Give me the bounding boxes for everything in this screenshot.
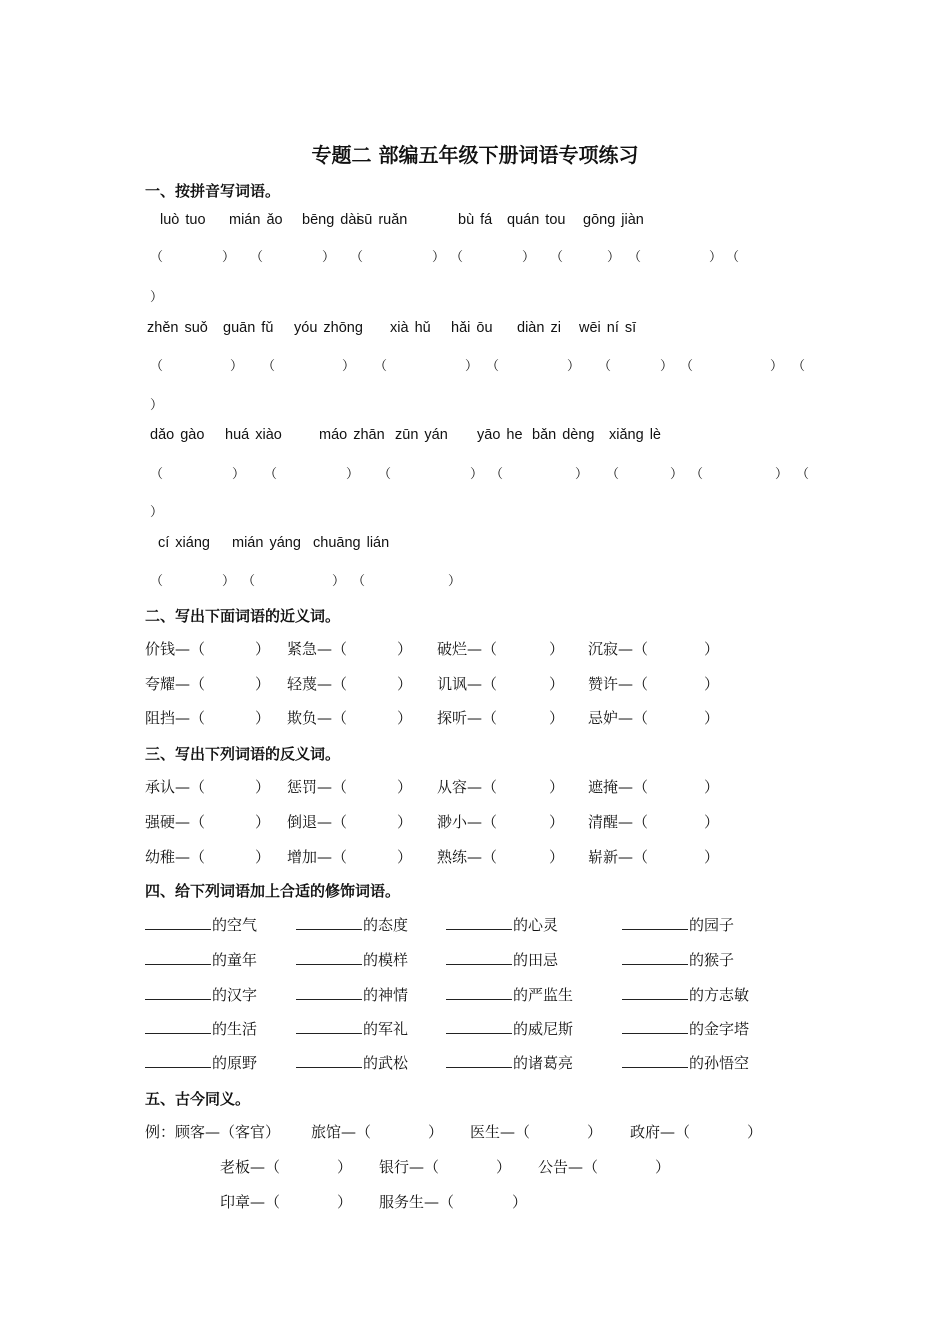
modifier-word: 的心灵 xyxy=(513,916,559,934)
answer-paren-open: （ xyxy=(350,250,364,265)
answer-paren-open: （ xyxy=(606,467,620,482)
pinyin-label: yóu zhōng xyxy=(294,320,363,336)
word-item: 清醒—（ xyxy=(588,813,649,831)
modifier-item xyxy=(296,1018,408,1039)
modifier-item xyxy=(622,984,749,1005)
word-item: 政府—（ xyxy=(630,1123,691,1141)
pinyin-label: máo zhān xyxy=(319,427,385,443)
word-item: 印章—（ xyxy=(220,1193,281,1211)
word-item: 忌妒—（ xyxy=(588,709,649,727)
answer-paren-open: （ xyxy=(264,467,278,482)
section-5-heading: 五、古今同义。 xyxy=(145,1090,251,1108)
word-item: 渺小—（ xyxy=(437,813,498,831)
word-item: 紧急—（ xyxy=(287,640,348,658)
modifier-item xyxy=(145,949,257,970)
pinyin-label: zūn yán xyxy=(395,427,448,443)
word-item: 破烂—（ xyxy=(437,640,498,658)
section-1-heading: 一、按拼音写词语。 xyxy=(145,182,281,200)
answer-paren-open: （ xyxy=(262,359,276,374)
modifier-word: 的诸葛亮 xyxy=(513,1054,574,1072)
answer-paren-open: （ xyxy=(690,467,704,482)
answer-paren-open: （ xyxy=(726,250,740,265)
modifier-word: 的汉字 xyxy=(212,986,258,1004)
answer-blank[interactable] xyxy=(145,950,211,965)
answer-paren-close: ） xyxy=(549,709,565,727)
answer-paren-open: （ xyxy=(490,467,504,482)
modifier-item xyxy=(145,1052,257,1073)
answer-blank[interactable] xyxy=(145,1019,211,1034)
modifier-item xyxy=(446,1052,573,1073)
modifier-item xyxy=(622,914,734,935)
word-item: 讥讽—（ xyxy=(437,675,498,693)
word-item: 惩罚—（ xyxy=(287,778,348,796)
pinyin-label: diàn zi xyxy=(517,320,561,336)
answer-paren-close: ） xyxy=(255,640,271,658)
modifier-word: 的田忌 xyxy=(513,951,559,969)
answer-paren-close: ） xyxy=(397,813,413,831)
pinyin-label: yāo he xyxy=(477,427,523,443)
word-item: 熟练—（ xyxy=(437,848,498,866)
answer-paren-open: （ xyxy=(242,574,256,589)
pinyin-label: luò tuo xyxy=(160,212,206,228)
answer-blank[interactable] xyxy=(446,985,512,1000)
answer-blank[interactable] xyxy=(145,985,211,1000)
modifier-item xyxy=(296,914,408,935)
word-item: 公告—（ xyxy=(538,1158,599,1176)
answer-paren-close: ） xyxy=(549,813,565,831)
answer-paren-open: （ xyxy=(792,359,806,374)
pinyin-label: mián ǎo xyxy=(229,212,283,228)
answer-paren-close: ） xyxy=(337,1193,353,1211)
word-item: 欺负—（ xyxy=(287,709,348,727)
word-item: 倒退—（ xyxy=(287,813,348,831)
modifier-word: 的金字塔 xyxy=(689,1020,750,1038)
modifier-word: 的空气 xyxy=(212,916,258,934)
modifier-item xyxy=(296,984,408,1005)
answer-paren-close: ） xyxy=(655,1158,671,1176)
modifier-item xyxy=(145,914,257,935)
answer-paren-close: ） xyxy=(709,250,723,265)
answer-paren-close: ） xyxy=(255,709,271,727)
modifier-word: 的生活 xyxy=(212,1020,258,1038)
answer-paren-open: （ xyxy=(250,250,264,265)
word-item: 旅馆—（ xyxy=(311,1123,372,1141)
pinyin-label: xiǎng lè xyxy=(609,427,661,443)
answer-paren-close: ） xyxy=(397,640,413,658)
word-item: 价钱—（ xyxy=(145,640,206,658)
answer-paren-open: （ xyxy=(796,467,810,482)
answer-paren-close: ） xyxy=(255,675,271,693)
word-item: 幼稚—（ xyxy=(145,848,206,866)
answer-paren-close: ） xyxy=(470,467,484,482)
modifier-item xyxy=(446,984,573,1005)
answer-blank[interactable] xyxy=(145,915,211,930)
answer-paren-close: ） xyxy=(747,1123,763,1141)
modifier-word: 的严监生 xyxy=(513,986,574,1004)
modifier-item xyxy=(622,1052,749,1073)
modifier-word: 的武松 xyxy=(363,1054,409,1072)
answer-paren-close: ） xyxy=(397,778,413,796)
answer-paren-close: ） xyxy=(496,1158,512,1176)
pinyin-label: guān fǔ xyxy=(223,320,274,336)
answer-paren-close: ） xyxy=(587,1123,603,1141)
answer-paren-open: （ xyxy=(352,574,366,589)
modifier-item xyxy=(145,984,257,1005)
pinyin-label: mián yáng xyxy=(232,535,301,551)
answer-paren-close: ） xyxy=(567,359,581,374)
answer-paren-close: ） xyxy=(322,250,336,265)
answer-paren-open: （ xyxy=(598,359,612,374)
answer-paren-open: （ xyxy=(374,359,388,374)
word-item: 遮掩—（ xyxy=(588,778,649,796)
answer-paren-close: ） xyxy=(428,1123,444,1141)
word-item: 沉寂—（ xyxy=(588,640,649,658)
pinyin-label: xià hǔ xyxy=(390,320,431,336)
answer-paren-close: ） xyxy=(150,398,164,413)
modifier-word: 的军礼 xyxy=(363,1020,409,1038)
modifier-word: 的神情 xyxy=(363,986,409,1004)
answer-blank[interactable] xyxy=(145,1053,211,1068)
pinyin-label: dǎo gào xyxy=(150,427,205,443)
pinyin-label: hǎi ōu xyxy=(451,320,493,336)
answer-paren-close: ） xyxy=(704,813,720,831)
answer-paren-close: ） xyxy=(255,778,271,796)
modifier-item xyxy=(622,949,734,970)
modifier-word: 的威尼斯 xyxy=(513,1020,574,1038)
modifier-word: 的童年 xyxy=(212,951,258,969)
word-item: 医生—（ xyxy=(470,1123,531,1141)
answer-blank[interactable] xyxy=(622,915,688,930)
answer-blank[interactable] xyxy=(446,1019,512,1034)
answer-paren-close: ） xyxy=(465,359,479,374)
word-item: 夸耀—（ xyxy=(145,675,206,693)
modifier-word: 的猴子 xyxy=(689,951,735,969)
answer-paren-close: ） xyxy=(549,778,565,796)
answer-paren-close: ） xyxy=(232,467,246,482)
word-item: 探听—（ xyxy=(437,709,498,727)
pinyin-label: chuāng lián xyxy=(313,535,390,551)
answer-paren-open: （ xyxy=(628,250,642,265)
answer-paren-close: ） xyxy=(775,467,789,482)
pinyin-label: gōng jiàn xyxy=(583,212,644,228)
pinyin-label: huá xiào xyxy=(225,427,282,443)
answer-blank[interactable] xyxy=(622,950,688,965)
answer-paren-close: ） xyxy=(342,359,356,374)
answer-paren-close: ） xyxy=(770,359,784,374)
answer-paren-close: ） xyxy=(512,1193,528,1211)
answer-paren-open: （ xyxy=(150,250,164,265)
answer-paren-close: ） xyxy=(448,574,462,589)
answer-paren-close: ） xyxy=(150,505,164,520)
pinyin-label: sū ruǎn xyxy=(357,212,408,228)
modifier-item xyxy=(446,949,558,970)
answer-blank[interactable] xyxy=(296,1053,362,1068)
modifier-item xyxy=(446,914,558,935)
modifier-word: 的园子 xyxy=(689,916,735,934)
answer-paren-close: ） xyxy=(397,709,413,727)
word-item: 强硬—（ xyxy=(145,813,206,831)
answer-blank[interactable] xyxy=(446,950,512,965)
word-item: 服务生—（ xyxy=(379,1193,455,1211)
modifier-word: 的原野 xyxy=(212,1054,258,1072)
section-3-heading: 三、写出下列词语的反义词。 xyxy=(145,745,341,763)
pinyin-label: bù fá xyxy=(458,212,493,228)
answer-paren-close: ） xyxy=(397,675,413,693)
answer-paren-close: ） xyxy=(432,250,446,265)
answer-paren-open: （ xyxy=(378,467,392,482)
section-2-heading: 二、写出下面词语的近义词。 xyxy=(145,607,341,625)
modifier-word: 的态度 xyxy=(363,916,409,934)
answer-paren-close: ） xyxy=(397,848,413,866)
answer-paren-open: （ xyxy=(550,250,564,265)
modifier-item xyxy=(296,949,408,970)
modifier-item xyxy=(145,1018,257,1039)
pinyin-label: quán tou xyxy=(507,212,566,228)
answer-paren-close: ） xyxy=(346,467,360,482)
answer-blank[interactable] xyxy=(296,950,362,965)
example-text: 例：顾客—（客官） xyxy=(145,1123,281,1141)
answer-paren-close: ） xyxy=(255,848,271,866)
answer-paren-close: ） xyxy=(222,250,236,265)
section-4-heading: 四、给下列词语加上合适的修饰词语。 xyxy=(145,882,401,900)
pinyin-label: zhěn suǒ xyxy=(147,320,208,336)
answer-paren-close: ） xyxy=(522,250,536,265)
answer-paren-close: ） xyxy=(704,709,720,727)
answer-paren-close: ） xyxy=(337,1158,353,1176)
answer-paren-close: ） xyxy=(549,675,565,693)
modifier-word: 的模样 xyxy=(363,951,409,969)
answer-paren-open: （ xyxy=(486,359,500,374)
answer-paren-close: ） xyxy=(575,467,589,482)
word-item: 崭新—（ xyxy=(588,848,649,866)
modifier-word: 的孙悟空 xyxy=(689,1054,750,1072)
answer-paren-close: ） xyxy=(222,574,236,589)
page-title: 专题二 部编五年级下册词语专项练习 xyxy=(311,143,639,167)
answer-blank[interactable] xyxy=(446,1053,512,1068)
answer-blank[interactable] xyxy=(296,915,362,930)
answer-paren-close: ） xyxy=(660,359,674,374)
answer-paren-close: ） xyxy=(255,813,271,831)
answer-paren-close: ） xyxy=(670,467,684,482)
modifier-item xyxy=(622,1018,749,1039)
answer-paren-close: ） xyxy=(704,640,720,658)
answer-paren-open: （ xyxy=(680,359,694,374)
answer-paren-close: ） xyxy=(332,574,346,589)
modifier-word: 的方志敏 xyxy=(689,986,750,1004)
answer-paren-close: ） xyxy=(150,290,164,305)
answer-blank[interactable] xyxy=(296,985,362,1000)
answer-paren-close: ） xyxy=(704,848,720,866)
answer-paren-close: ） xyxy=(704,778,720,796)
pinyin-label: cí xiáng xyxy=(158,535,210,551)
modifier-item xyxy=(446,1018,573,1039)
answer-paren-open: （ xyxy=(150,467,164,482)
answer-paren-close: ） xyxy=(704,675,720,693)
word-item: 从容—（ xyxy=(437,778,498,796)
answer-paren-close: ） xyxy=(549,848,565,866)
word-item: 轻蔑—（ xyxy=(287,675,348,693)
answer-blank[interactable] xyxy=(622,1053,688,1068)
answer-paren-close: ） xyxy=(549,640,565,658)
word-item: 老板—（ xyxy=(220,1158,281,1176)
answer-blank[interactable] xyxy=(296,1019,362,1034)
answer-paren-open: （ xyxy=(150,574,164,589)
pinyin-label: bēng dài xyxy=(302,212,360,228)
word-item: 银行—（ xyxy=(379,1158,440,1176)
word-item: 赞许—（ xyxy=(588,675,649,693)
word-item: 阻挡—（ xyxy=(145,709,206,727)
answer-paren-close: ） xyxy=(230,359,244,374)
answer-blank[interactable] xyxy=(446,915,512,930)
pinyin-label: wēi ní sī xyxy=(579,320,637,336)
word-item: 承认—（ xyxy=(145,778,206,796)
word-item: 增加—（ xyxy=(287,848,348,866)
answer-blank[interactable] xyxy=(622,985,688,1000)
modifier-item xyxy=(296,1052,408,1073)
answer-paren-close: ） xyxy=(607,250,621,265)
answer-paren-open: （ xyxy=(450,250,464,265)
answer-paren-open: （ xyxy=(150,359,164,374)
answer-blank[interactable] xyxy=(622,1019,688,1034)
pinyin-label: bǎn dèng xyxy=(532,427,595,443)
